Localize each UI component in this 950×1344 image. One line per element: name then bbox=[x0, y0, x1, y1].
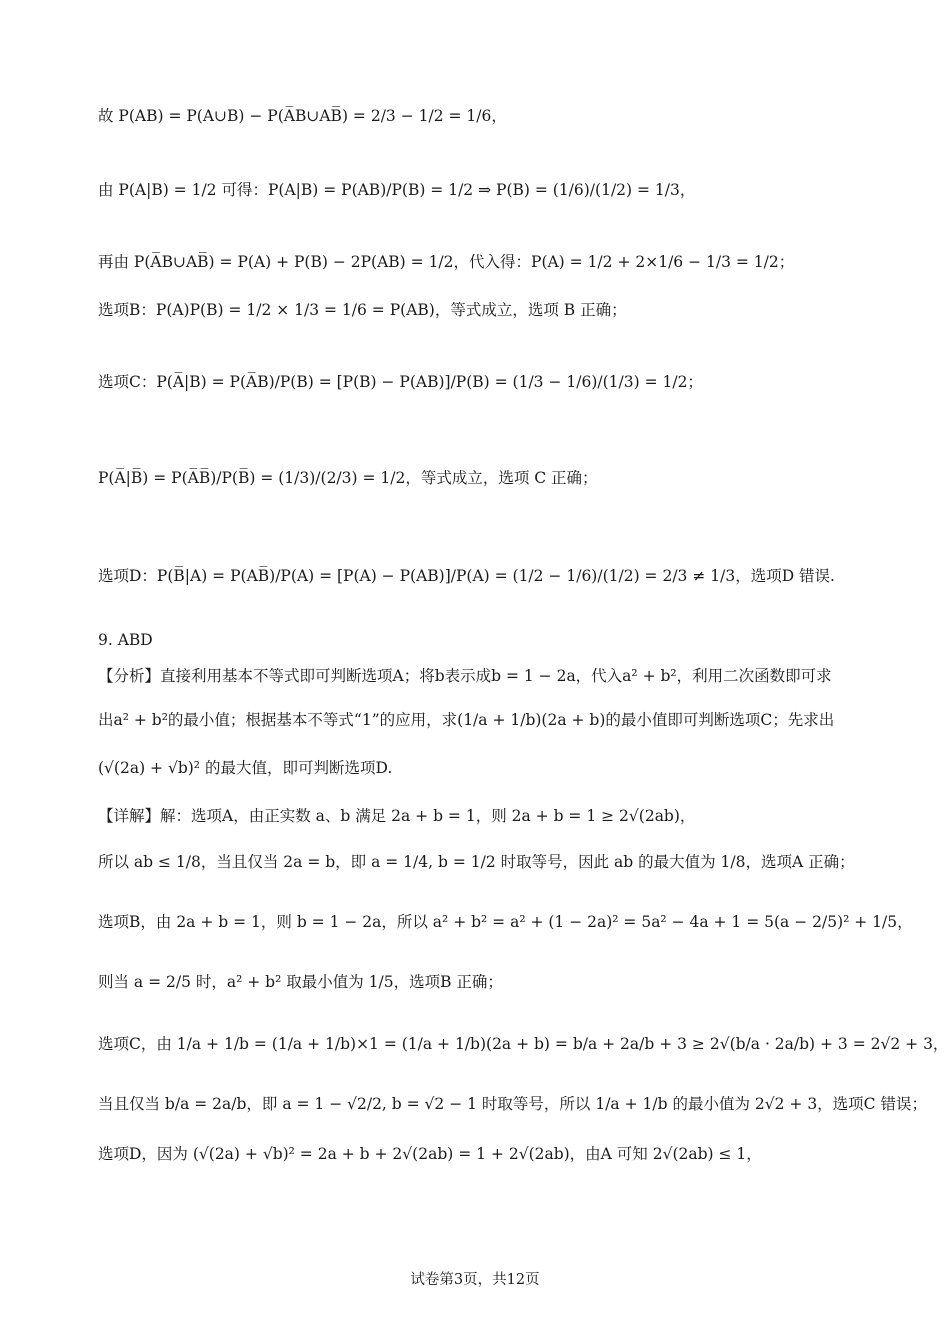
detail-line: 所以 ab ≤ 1/8，当且仅当 2a = b，即 a = 1/4, b = 1/2 时取等号，因此 ab 的最大值为 1/8，选项A 正确； bbox=[98, 853, 855, 871]
question-number: 9. ABD bbox=[98, 631, 153, 649]
analysis-line: 【分析】直接利用基本不等式即可判断选项A；将b表示成b = 1 − 2a，代入a² + b²，利用二次函数即可求 bbox=[98, 667, 832, 685]
page-footer: 试卷第3页，共12页 bbox=[410, 1272, 540, 1288]
detail-line: 选项D，因为 (√(2a) + √b)² = 2a + b + 2√(2ab) = 1 + 2√(2ab)，由A 可知 2√(2ab) ≤ 1， bbox=[98, 1145, 762, 1163]
solution-line: 选项C：P(A̅|B) = P(A̅B)/P(B) = [P(B) − P(AB)]/P(B) = (1/3 − 1/6)/(1/3) = 1/2； bbox=[98, 373, 703, 391]
detail-line: 当且仅当 b/a = 2a/b，即 a = 1 − √2/2, b = √2 − 1 时取等号，所以 1/a + 1/b 的最小值为 2√2 + 3，选项C 错误； bbox=[98, 1095, 927, 1113]
solution-line: 选项D：P(B̅|A) = P(AB̅)/P(A) = [P(A) − P(AB)]/P(A) = (1/2 − 1/6)/(1/2) = 2/3 ≠ 1/3，选项D 错误. bbox=[98, 567, 835, 585]
detail-line: 则当 a = 2/5 时，a² + b² 取最小值为 1/5，选项B 正确； bbox=[98, 973, 503, 991]
detail-line: 选项C，由 1/a + 1/b = (1/a + 1/b)×1 = (1/a + 1/b)(2a + b) = b/a + 2a/b + 3 ≥ 2√(b/a · 2a/b) + 3 = 2√2 + 3， bbox=[98, 1035, 949, 1053]
solution-line: 再由 P(A̅B∪AB̅) = P(A) + P(B) − 2P(AB) = 1/2，代入得：P(A) = 1/2 + 2×1/6 − 1/3 = 1/2； bbox=[98, 253, 795, 271]
analysis-line: 出a² + b²的最小值；根据基本不等式“1”的应用，求(1/a + 1/b)(2a + b)的最小值即可判断选项C；先求出 bbox=[98, 711, 835, 729]
detail-line: 【详解】解：选项A，由正实数 a、b 满足 2a + b = 1，则 2a + b = 1 ≥ 2√(2ab)， bbox=[98, 807, 696, 825]
solution-line: 由 P(A|B) = 1/2 可得：P(A|B) = P(AB)/P(B) = 1/2 ⇒ P(B) = (1/6)/(1/2) = 1/3， bbox=[98, 181, 696, 199]
solution-line: P(A̅|B̅) = P(A̅B̅)/P(B̅) = (1/3)/(2/3) = 1/2，等式成立，选项 C 正确； bbox=[98, 469, 598, 487]
analysis-line: (√(2a) + √b)² 的最大值，即可判断选项D. bbox=[98, 759, 393, 777]
solution-line: 故 P(AB) = P(A∪B) − P(A̅B∪AB̅) = 2/3 − 1/2 = 1/6， bbox=[98, 107, 507, 125]
detail-line: 选项B，由 2a + b = 1，则 b = 1 − 2a，所以 a² + b² = a² + (1 − 2a)² = 5a² − 4a + 1 = 5(a − 2/5)² + 1/5， bbox=[98, 913, 913, 931]
solution-line: 选项B：P(A)P(B) = 1/2 × 1/3 = 1/6 = P(AB)，等式成立，选项 B 正确； bbox=[98, 301, 627, 319]
